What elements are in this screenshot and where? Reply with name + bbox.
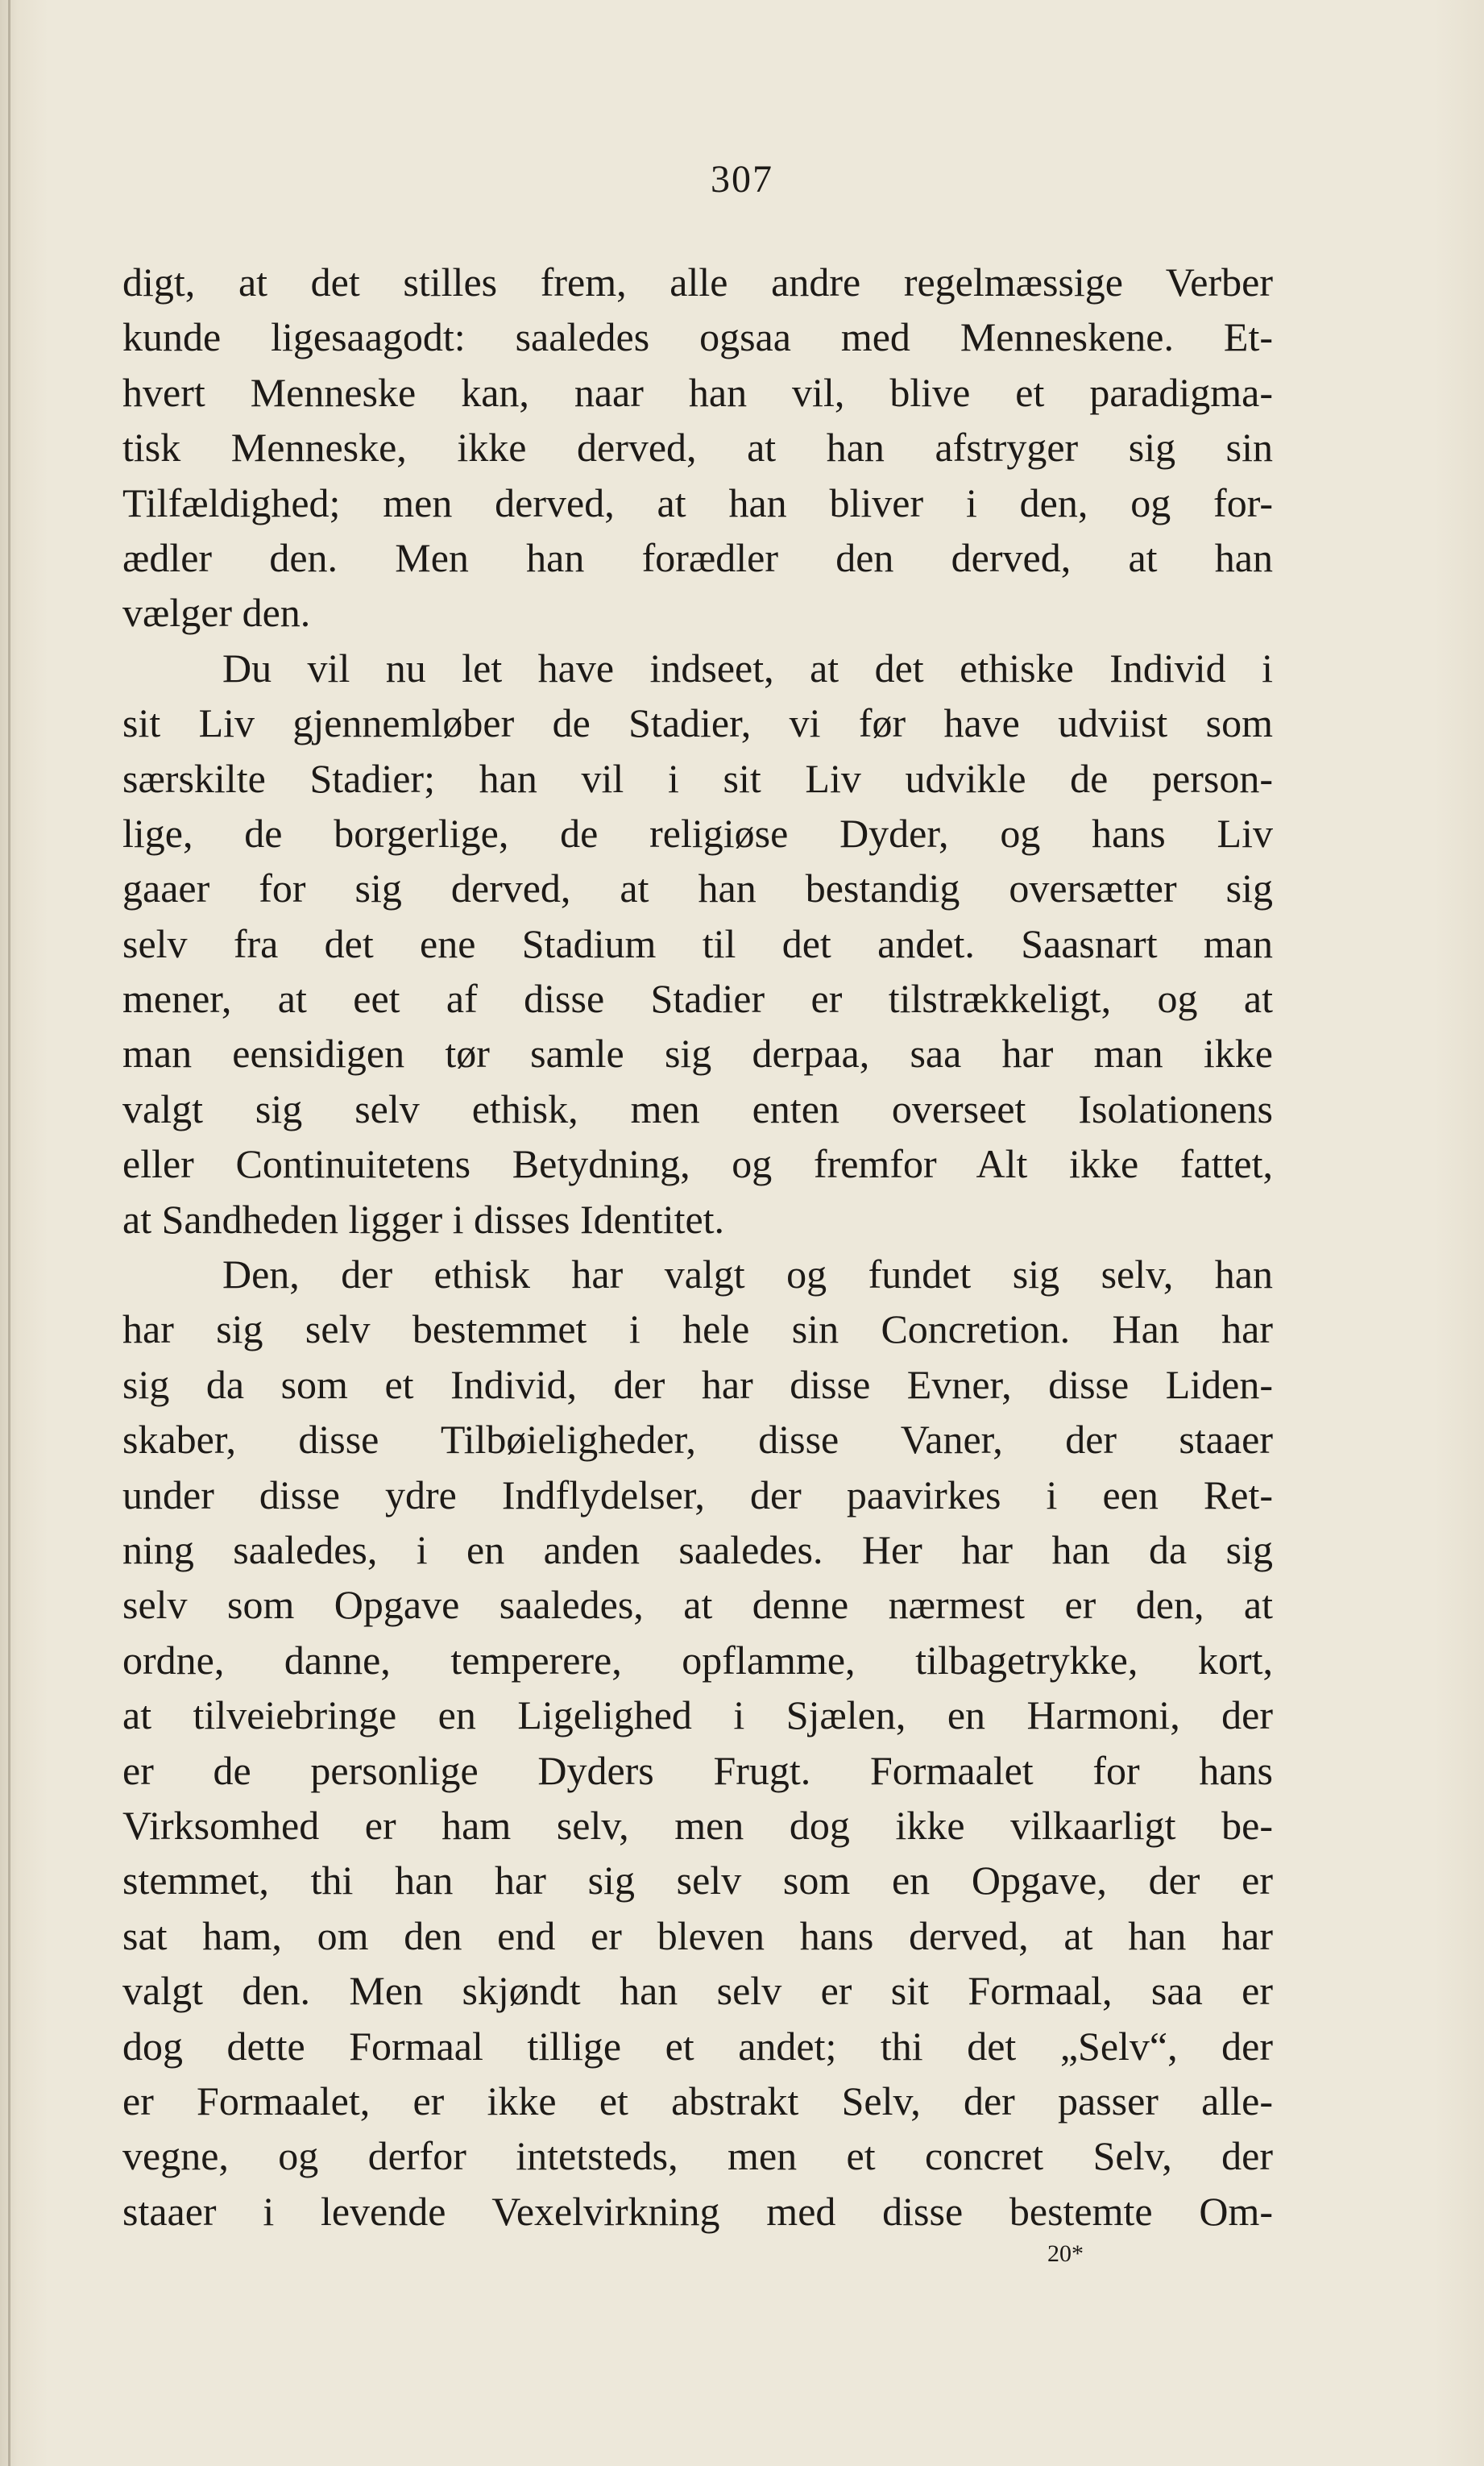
page-edge	[8, 0, 10, 2466]
page-number: 307	[711, 158, 773, 201]
text-line: særskilte Stadier; han vil i sit Liv udvikle de person-	[122, 755, 1273, 801]
text-line: lige, de borgerlige, de religiøse Dyder, og hans Liv	[122, 810, 1273, 856]
text-line: valgt den. Men skjøndt han selv er sit Formaal, saa er	[122, 1968, 1273, 2014]
signature-mark: 20*	[1047, 2240, 1084, 2267]
paragraph	[122, 255, 1273, 641]
text-line: ning saaledes, i en anden saaledes. Her har han da sig	[122, 1526, 1273, 1572]
text-line: under disse ydre Indflydelser, der paavirkes i een Ret-	[122, 1472, 1273, 1517]
text-line: ædler den. Men han forædler den derved, at han	[122, 534, 1273, 580]
text-line: selv fra det ene Stadium til det andet. Saasnart man	[122, 920, 1273, 966]
text-line: digt, at det stilles frem, alle andre regelmæssige Verber	[122, 259, 1273, 305]
text-line: skaber, disse Tilbøieligheder, disse Vaner, der staaer	[122, 1417, 1273, 1463]
text-line: Tilfældighed; men derved, at han bliver i den, og for-	[122, 480, 1273, 525]
text-line: ordne, danne, temperere, opflamme, tilbagetrykke, kort,	[122, 1637, 1273, 1683]
text-line: selv som Opgave saaledes, at denne nærmest er den, at	[122, 1582, 1273, 1628]
text-line: gaaer for sig derved, at han bestandig oversætter sig	[122, 866, 1273, 911]
text-line: Du vil nu let have indseet, at det ethiske Individ i	[222, 645, 1273, 691]
text-line: man eensidigen tør samle sig derpaa, saa har man ikke	[122, 1031, 1273, 1077]
text-line: staaer i levende Vexelvirkning med disse bestemte Om-	[122, 2188, 1273, 2234]
paragraph	[122, 1247, 1273, 2239]
text-line: vegne, og derfor intetsteds, men et concret Selv, der	[122, 2133, 1273, 2179]
text-line: er Formaalet, er ikke et abstrakt Selv, der passer alle-	[122, 2078, 1273, 2124]
text-line: at Sandheden ligger i disses Identitet.	[122, 1196, 725, 1242]
text-line: at tilveiebringe en Ligelighed i Sjælen, en Harmoni, der	[122, 1692, 1273, 1738]
text-line: valgt sig selv ethisk, men enten overseet Isolationens	[122, 1086, 1273, 1131]
text-line: dog dette Formaal tillige et andet; thi det „Selv“, der	[122, 2023, 1273, 2069]
text-line: tisk Menneske, ikke derved, at han afstryger sig sin	[122, 425, 1273, 471]
text-line: hvert Menneske kan, naar han vil, blive et paradigma-	[122, 369, 1273, 415]
text-line: sat ham, om den end er bleven hans derved, at han har	[122, 1912, 1273, 1958]
text-line: kunde ligesaagodt: saaledes ogsaa med Menneskene. Et-	[122, 314, 1273, 360]
text-line: stemmet, thi han har sig selv som en Opgave, der er	[122, 1858, 1273, 1903]
text-line: eller Continuitetens Betydning, og fremfor Alt ikke fattet,	[122, 1141, 1273, 1187]
text-line: mener, at eet af disse Stadier er tilstrækkeligt, og at	[122, 976, 1273, 1022]
paragraph	[122, 641, 1273, 1247]
text-line: Virksomhed er ham selv, men dog ikke vilkaarligt be-	[122, 1802, 1273, 1848]
text-line: sit Liv gjennemløber de Stadier, vi før have udviist som	[122, 700, 1273, 746]
text-line: er de personlige Dyders Frugt. Formaalet for hans	[122, 1747, 1273, 1793]
text-line: Den, der ethisk har valgt og fundet sig selv, han	[222, 1252, 1273, 1297]
body-text	[122, 255, 1273, 2239]
text-line: vælger den.	[122, 590, 311, 636]
text-line: sig da som et Individ, der har disse Evner, disse Liden-	[122, 1361, 1273, 1407]
text-line: har sig selv bestemmet i hele sin Concretion. Han har	[122, 1306, 1273, 1352]
